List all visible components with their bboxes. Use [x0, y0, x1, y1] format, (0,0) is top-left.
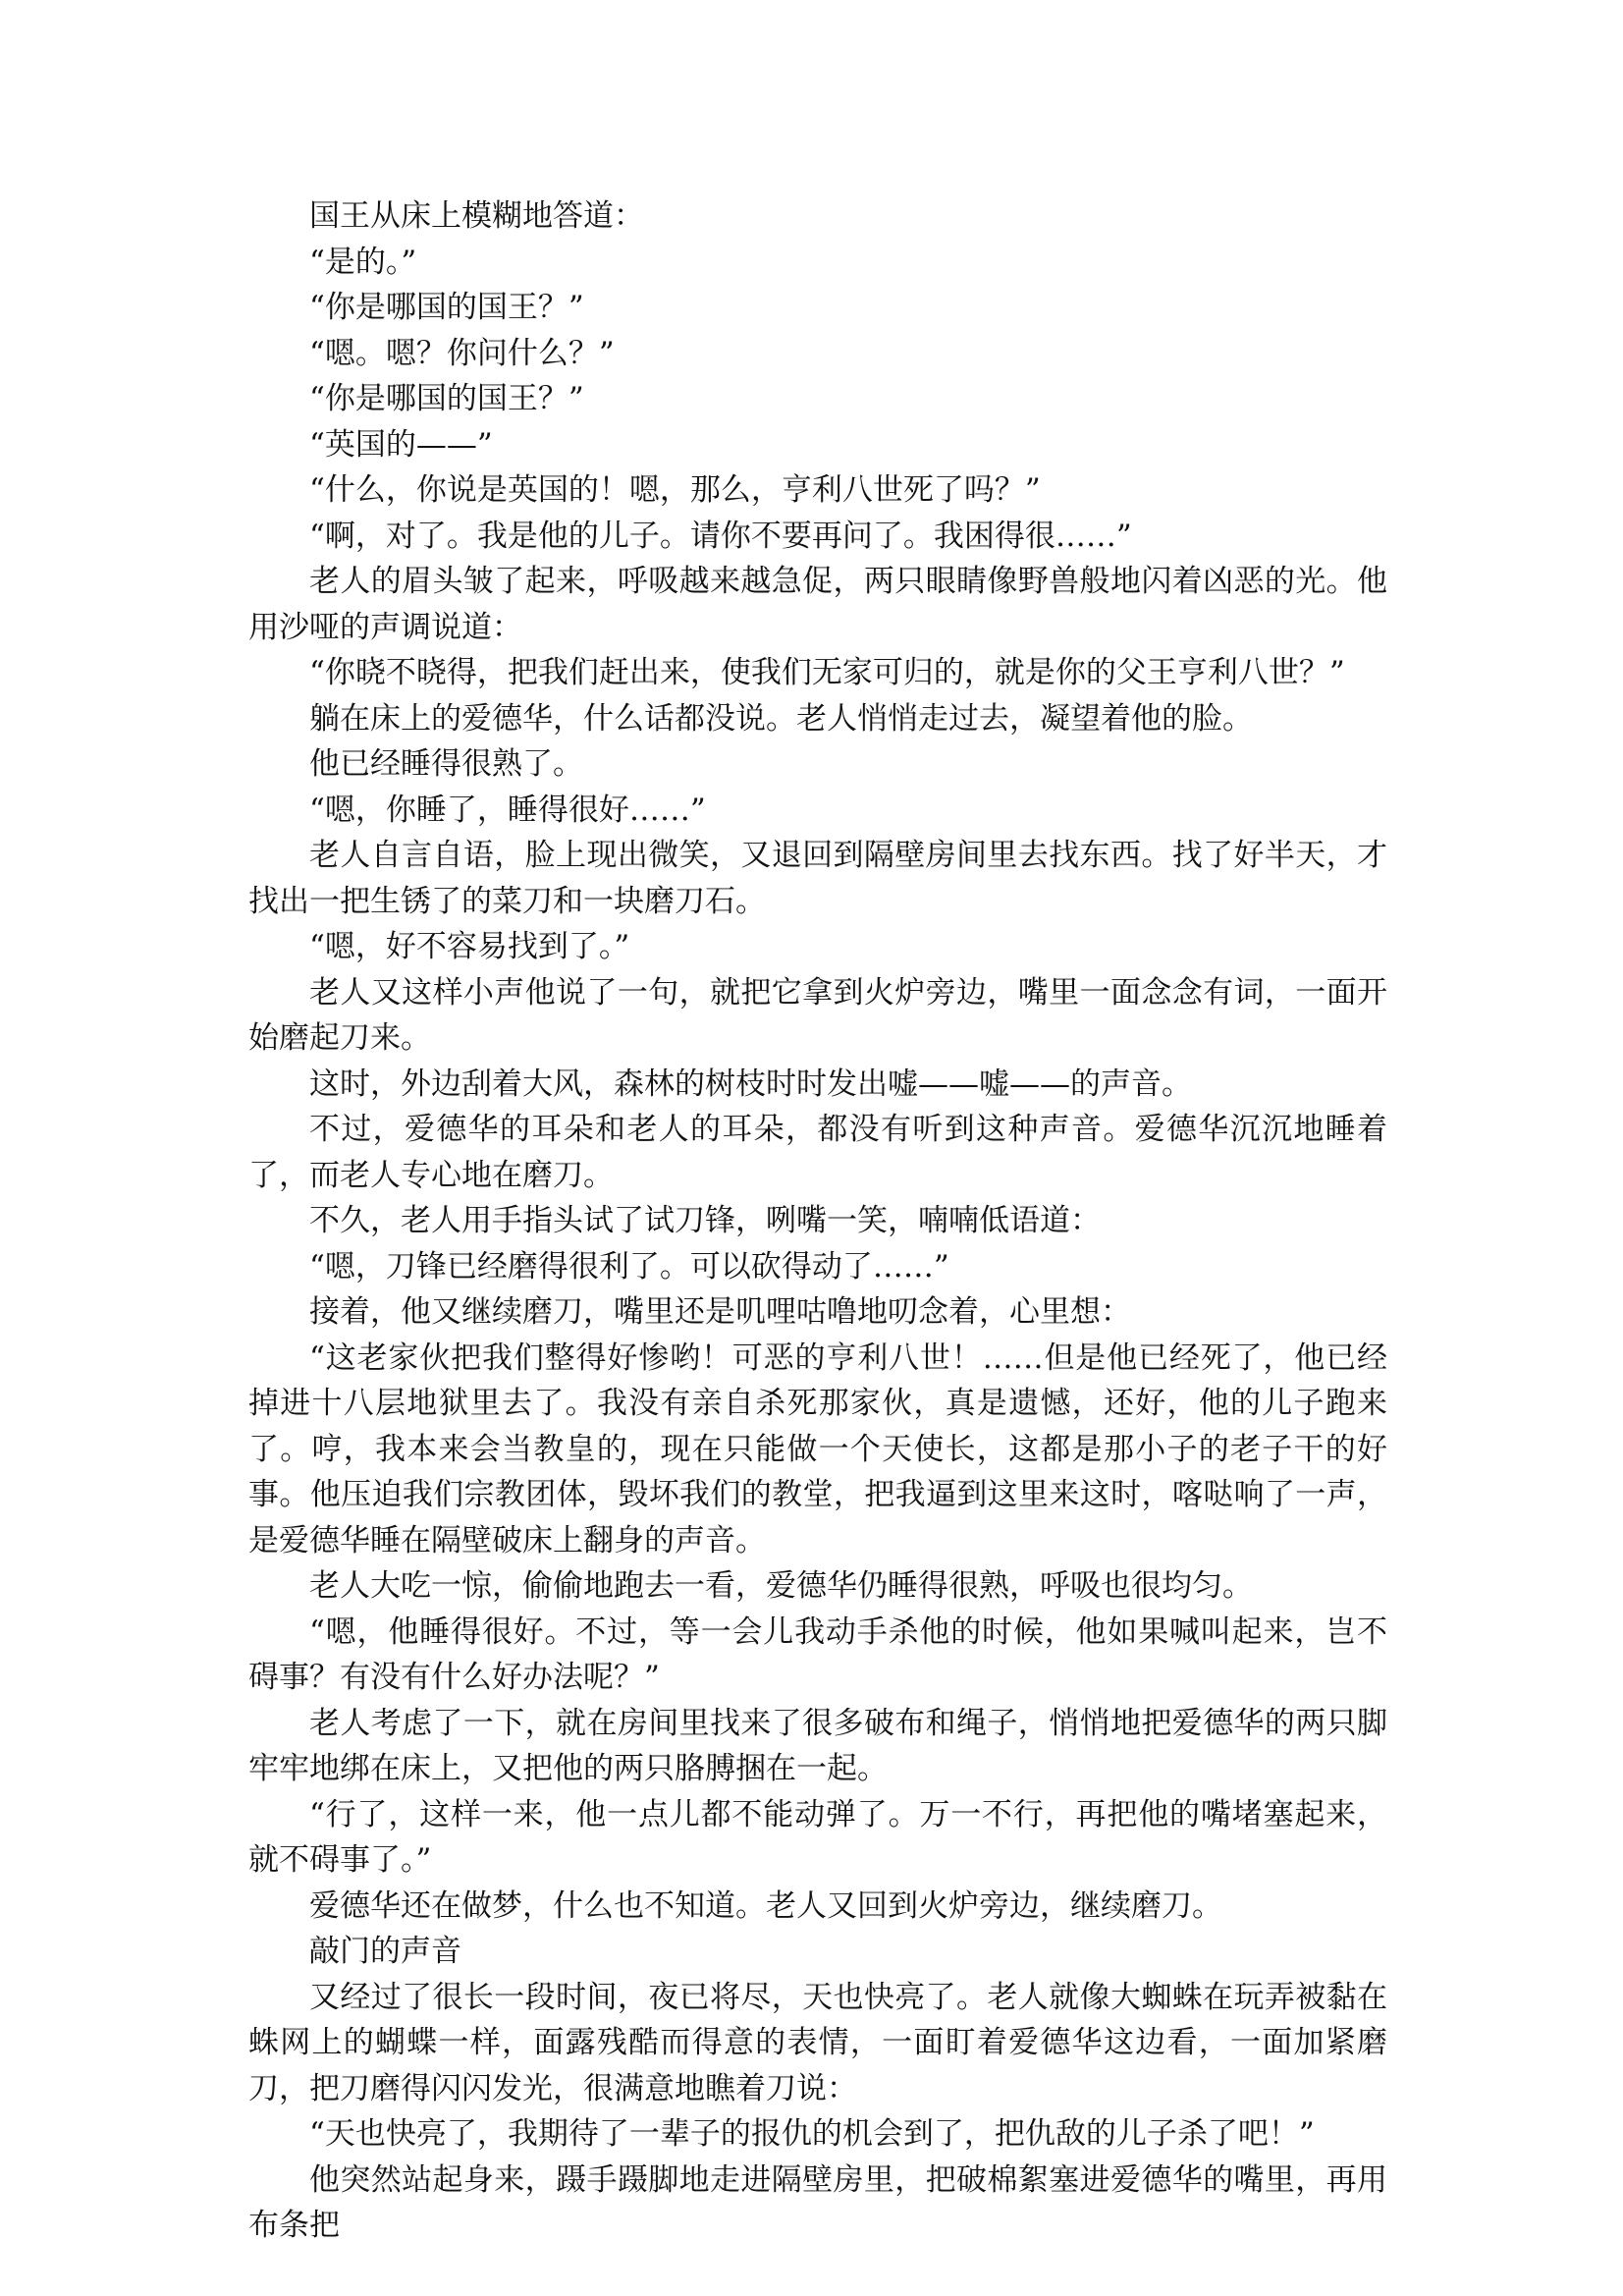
paragraph: 他已经睡得很熟了。: [309, 746, 583, 782]
paragraph: “天也快亮了，我期待了一辈子的报仇的机会到了，把仇敌的儿子杀了吧！”: [309, 2116, 1315, 2152]
paragraph: “你晓不晓得，把我们赶出来，使我们无家可归的，就是你的父王亨利八世？”: [309, 655, 1345, 690]
paragraph: 老人自言自语，脸上现出微笑，又退回到隔壁房间里去找东西。找了好半天，才找出一把生锈了的菜刀和一块磨刀石。: [248, 838, 1387, 919]
paragraph: 这时，外边刮着大风，森林的树枝时时发出嘘——嘘——的声音。: [309, 1066, 1192, 1102]
paragraph: “啊，对了。我是他的儿子。请你不要再问了。我困得很……”: [309, 518, 1132, 554]
document-page: [248, 193, 1387, 2249]
paragraph: 不久，老人用手指头试了试刀锋，咧嘴一笑，喃喃低语道：: [309, 1203, 1101, 1238]
paragraph: “这老家伙把我们整得好惨哟！可恶的亨利八世！……但是他已经死了，他已经掉进十八层地狱里去了。我没有亲自杀死那家伙，真是遗憾，还好，他的儿子跑来了。哼，我本来会当教皇的，现在只能做一个天使长，这都是那小子的老子干的好事。他压迫我们宗教团体，毁坏我们的教堂，把我逼到这里来这时，喀哒响了一声，是爱德华睡在隔壁破床上翻身的声音。: [248, 1339, 1387, 1558]
paragraph: “你是哪国的国王？”: [309, 381, 584, 416]
paragraph: “嗯，他睡得很好。不过，等一会儿我动手杀他的时候，他如果喊叫起来，岂不碍事？有没有什么好办法呢？”: [248, 1613, 1387, 1695]
paragraph: “嗯，刀锋已经磨得很利了。可以砍得动了……”: [309, 1248, 949, 1285]
section-heading: 敲门的声音: [309, 1934, 461, 1969]
paragraph: 国王从床上模糊地答道：: [309, 198, 644, 234]
paragraph: “英国的——”: [309, 426, 493, 463]
paragraph: “嗯。嗯？你问什么？”: [309, 335, 615, 371]
paragraph: 爱德华还在做梦，什么也不知道。老人又回到火炉旁边，继续磨刀。: [309, 1887, 1222, 1924]
paragraph: 老人又这样小声他说了一句，就把它拿到火炉旁边，嘴里一面念念有词，一面开始磨起刀来。: [248, 974, 1387, 1056]
paragraph: 他突然站起身来，蹑手蹑脚地走进隔壁房里，把破棉絮塞进爱德华的嘴里，再用布条把: [248, 2161, 1387, 2243]
paragraph: 躺在床上的爱德华，什么话都没说。老人悄悄走过去，凝望着他的脸。: [309, 700, 1253, 737]
paragraph: 又经过了很长一段时间，夜已将尽，天也快亮了。老人就像大蜘蛛在玩弄被黏在蛛网上的蝴蝶一样，面露残酷而得意的表情，一面盯着爱德华这边看，一面加紧磨刀，把刀磨得闪闪发光，很满意地瞧着刀说：: [248, 1979, 1387, 2106]
paragraph: 老人考虑了一下，就在房间里找来了很多破布和绳子，悄悄地把爱德华的两只脚牢牢地绑在床上，又把他的两只胳膊捆在一起。: [248, 1705, 1387, 1786]
paragraph: “是的。”: [309, 244, 417, 280]
paragraph: 不过，爱德华的耳朵和老人的耳朵，都没有听到这种声音。爱德华沉沉地睡着了，而老人专心地在磨刀。: [248, 1112, 1387, 1193]
paragraph: “嗯，好不容易找到了。”: [309, 929, 630, 964]
paragraph: “嗯，你睡了，睡得很好……”: [309, 792, 706, 828]
paragraph: 老人的眉头皱了起来，呼吸越来越急促，两只眼睛像野兽般地闪着凶恶的光。他用沙哑的声调说道：: [248, 564, 1387, 645]
paragraph: “行了，这样一来，他一点儿都不能动弹了。万一不行，再把他的嘴堵塞起来，就不碍事了。”: [248, 1796, 1387, 1878]
paragraph: 接着，他又继续磨刀，嘴里还是叽哩咕噜地叨念着，心里想：: [309, 1294, 1131, 1330]
paragraph: “你是哪国的国王？”: [309, 290, 584, 325]
paragraph: “什么，你说是英国的！嗯，那么，亨利八世死了吗？”: [309, 472, 1041, 508]
paragraph: 老人大吃一惊，偷偷地跑去一看，爱德华仍睡得很熟，呼吸也很均匀。: [309, 1568, 1253, 1604]
